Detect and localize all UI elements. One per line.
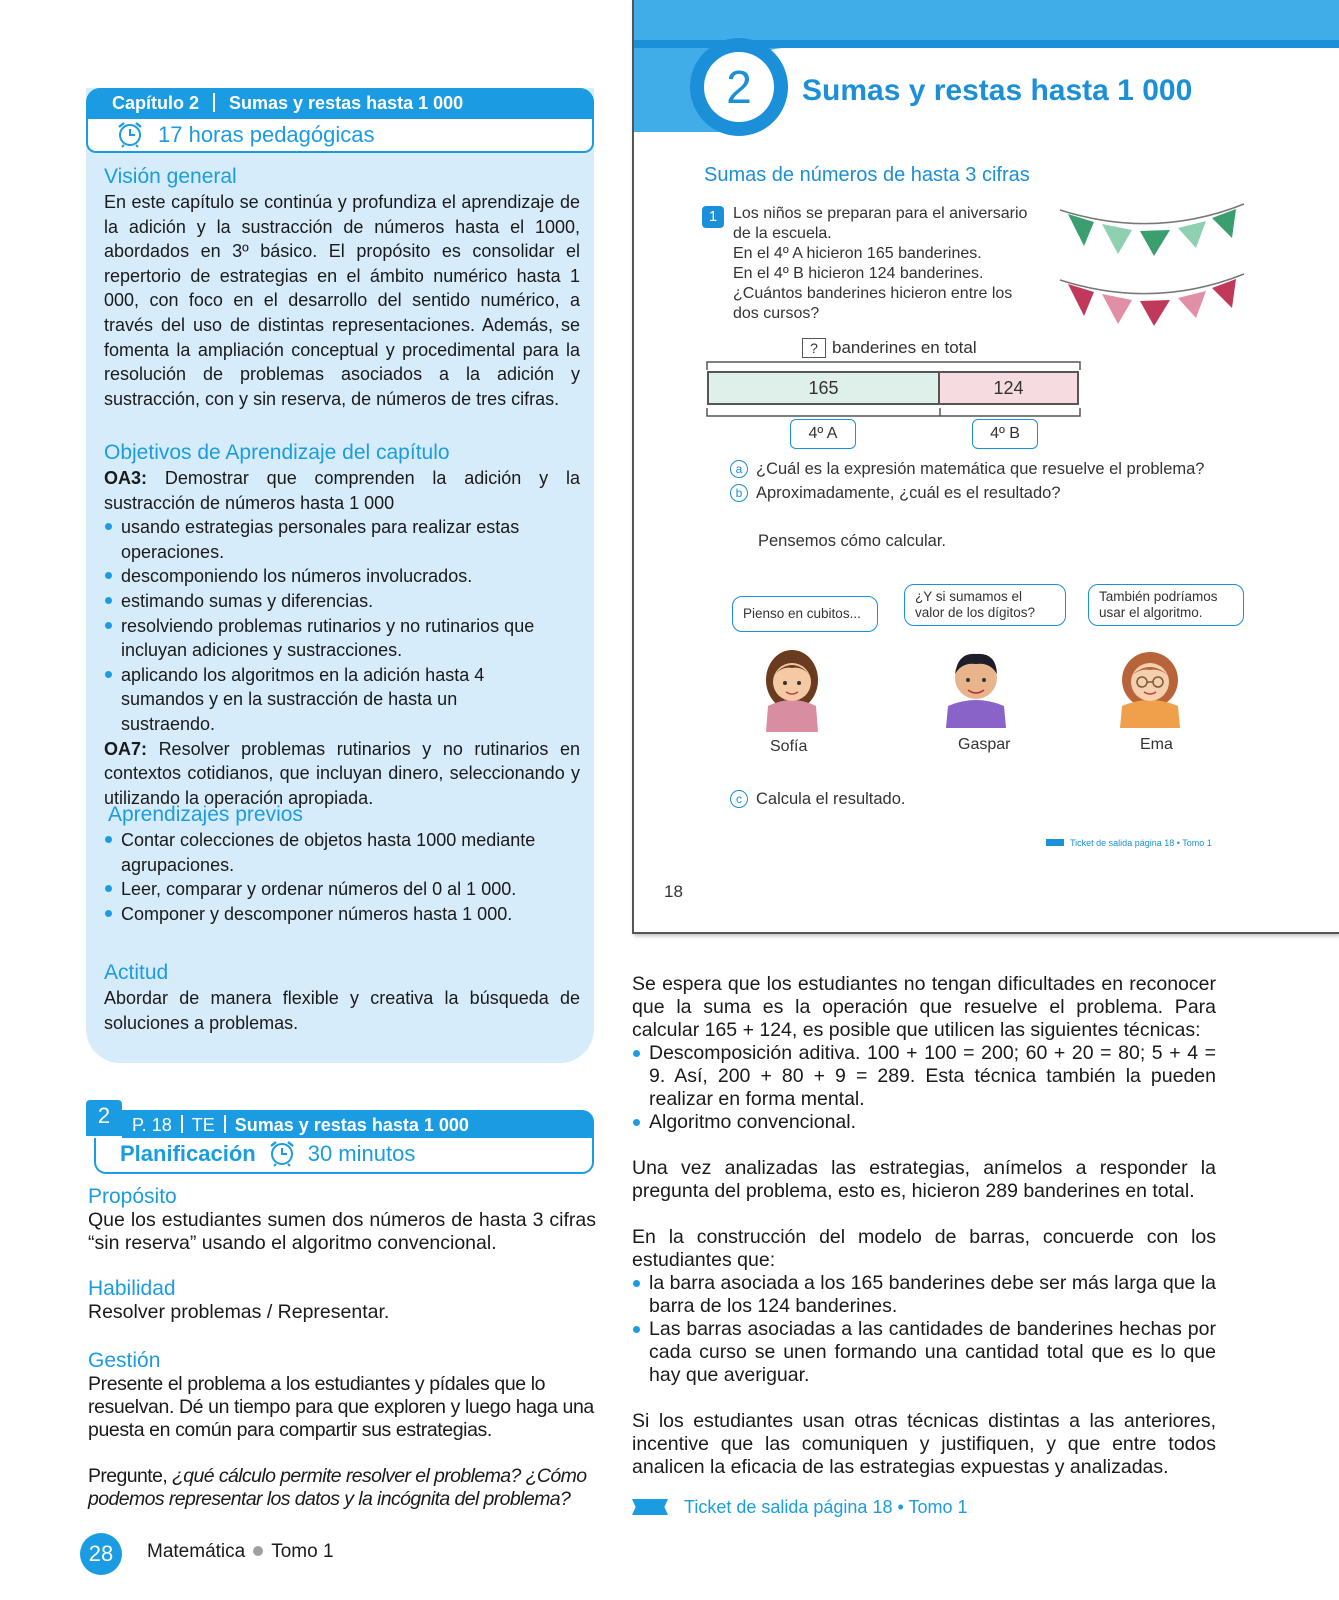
- chapter-header: [86, 88, 594, 119]
- vision-heading: Visión general: [104, 165, 237, 188]
- textbook-ticket: [1046, 838, 1212, 848]
- list-item: Leer, comparar y ordenar números del 0 al 1 000.: [104, 877, 564, 902]
- planning-type: TE: [191, 1115, 215, 1135]
- objectives-section: [104, 440, 580, 810]
- problem-line: de la escuela.: [733, 225, 832, 242]
- bar-4a: 165: [707, 371, 940, 405]
- previous-list: [104, 828, 564, 926]
- speech-bubble-ema: También podríamos usar el algoritmo.: [1088, 584, 1244, 626]
- bar-model-list: [632, 1272, 1216, 1387]
- spacer: [632, 1387, 1216, 1410]
- oa7-paragraph: [104, 737, 580, 811]
- chapter-number: 2: [704, 52, 774, 122]
- technique-list: [632, 1042, 1216, 1134]
- purpose-heading: Propósito: [88, 1185, 177, 1208]
- ask-prefix: Pregunte,: [88, 1465, 168, 1487]
- problem-line: Los niños se preparan para el aniversario: [733, 205, 1028, 222]
- spacer: [88, 1442, 596, 1465]
- oa3-list: [104, 515, 544, 736]
- management-section: [88, 1348, 596, 1511]
- ticket-text: Ticket de salida página 18 • Tomo 1: [684, 1497, 968, 1517]
- previous-learning-section: [104, 802, 580, 926]
- oa3-text: Demostrar que comprenden la adición y la sustracción de números hasta 1 000: [104, 468, 580, 513]
- header-separator: [181, 1115, 183, 1133]
- list-item: descomponiendo los números involucrados.: [104, 564, 544, 589]
- oa3-paragraph: [104, 466, 580, 515]
- oa3-code: OA3:: [104, 468, 148, 488]
- name-sofia: Sofía: [770, 738, 808, 755]
- problem-text: [733, 204, 1063, 324]
- textbook-page-number: 18: [664, 882, 683, 901]
- planning-page: P. 18: [132, 1115, 172, 1135]
- paragraph-4: Si los estudiantes usan otras técnicas distintas a las anteriores, incentive que las comuniquen y justifiquen, y que entre todos analicen la eficacia de las estrategias expuestas y analizadas.: [632, 1410, 1216, 1478]
- paragraph-2: Una vez analizadas las estrategias, anímelos a responder la pregunta del problema, esto es, hicieron 289 banderines en total.: [632, 1157, 1216, 1202]
- purpose-text: Que los estudiantes sumen dos números de hasta 3 cifras “sin reserva” usando el algoritmo convencional.: [88, 1209, 596, 1254]
- guide-text: [632, 973, 1216, 1479]
- attitude-section: [104, 960, 580, 1035]
- ticket-icon: [632, 1499, 668, 1515]
- bar-4b: 124: [938, 371, 1079, 405]
- problem-line: ¿Cuántos banderines hicieron entre los: [733, 285, 1013, 302]
- skill-section: [88, 1276, 596, 1324]
- book-name: Matemática: [147, 1541, 246, 1562]
- chapter-title: Sumas y restas hasta 1 000: [229, 93, 464, 113]
- question-letter: b: [730, 484, 748, 502]
- paragraph-1: Se espera que los estudiantes no tengan dificultades en reconocer que la suma es la operación que resuelve el problema. Para calcular 165 + 124, es posible que utilicen las siguientes técnicas:: [632, 973, 1216, 1041]
- textbook-title: Sumas y restas hasta 1 000: [802, 74, 1193, 107]
- name-gaspar: Gaspar: [958, 736, 1011, 753]
- problem-line: En el 4º A hicieron 165 banderines.: [733, 245, 982, 262]
- attitude-heading: Actitud: [104, 961, 169, 984]
- planning-header: [122, 1110, 594, 1138]
- objectives-heading: Objetivos de Aprendizaje del capítulo: [104, 441, 450, 464]
- previous-heading: Aprendizajes previos: [108, 803, 303, 826]
- list-item: Descomposición aditiva. 100 + 100 = 200; 60 + 20 = 80; 5 + 4 = 9. Así, 200 + 80 + 9 = 289. Esta técnica también la pueden realizar en forma mental.: [632, 1042, 1216, 1111]
- oa7-code: OA7:: [104, 738, 148, 759]
- total-label: [802, 338, 977, 358]
- list-item: resolviendo problemas rutinarios y no rutinarios que incluyan adiciones y sustracciones.: [104, 614, 544, 663]
- chapter-label: Capítulo 2: [112, 93, 200, 113]
- page-number: 28: [80, 1533, 122, 1575]
- footer-book: [147, 1541, 334, 1563]
- total-text: banderines en total: [832, 338, 977, 357]
- bunting-flags-image: [1054, 196, 1254, 336]
- list-item: estimando sumas y diferencias.: [104, 589, 544, 614]
- textbook-page: [632, 0, 1339, 934]
- sofia-avatar: [762, 646, 822, 732]
- ask-paragraph: [88, 1465, 596, 1511]
- planning-label: Planificación: [120, 1141, 256, 1166]
- problem-line: dos cursos?: [733, 305, 820, 322]
- header-separator: [213, 93, 215, 112]
- skill-text: Resolver problemas / Representar.: [88, 1301, 390, 1323]
- alarm-clock-icon: [116, 120, 144, 148]
- paragraph-3: En la construcción del modelo de barras, concuerde con los estudiantes que:: [632, 1226, 1216, 1271]
- question-text: ¿Cuál es la expresión matemática que resuelve el problema?: [756, 460, 1205, 478]
- oa7-text: Resolver problemas rutinarios y no rutinarios en contextos cotidianos, que incluyan dinero, seleccionando y utilizando la operación apropiada.: [104, 738, 580, 808]
- management-text: Presente el problema a los estudiantes y pídales que lo resuelvan. Dé un tiempo para que exploren y luego haga una puesta en común para compartir sus estrategias.: [88, 1373, 594, 1441]
- spacer: [632, 1134, 1216, 1157]
- question-letter: c: [730, 790, 748, 808]
- exit-ticket: [632, 1497, 967, 1518]
- attitude-text: Abordar de manera flexible y creativa la búsqueda de soluciones a problemas.: [104, 988, 580, 1033]
- chapter-hours: [86, 119, 594, 153]
- label-4a: 4º A: [790, 419, 856, 449]
- spacer: [632, 1203, 1216, 1226]
- question-letter: a: [730, 460, 748, 478]
- gaspar-avatar: [944, 644, 1008, 728]
- footer-dot: [253, 1546, 263, 1556]
- speech-bubble-gaspar: ¿Y si sumamos el valor de los dígitos?: [904, 584, 1066, 626]
- header-separator: [224, 1115, 226, 1133]
- purpose-section: [88, 1184, 596, 1255]
- hours-text: 17 horas pedagógicas: [158, 122, 375, 147]
- label-4b: 4º B: [972, 419, 1038, 449]
- question-b: [730, 484, 1061, 503]
- speech-bubble-sofia: Pienso en cubitos...: [732, 596, 878, 632]
- vision-section: [104, 164, 580, 411]
- name-ema: Ema: [1140, 736, 1173, 753]
- planning-time: 30 minutos: [307, 1141, 416, 1166]
- planning-title: Sumas y restas hasta 1 000: [234, 1115, 469, 1135]
- management-heading: Gestión: [88, 1349, 161, 1372]
- ask-question: ¿qué cálculo permite resolver el problema? ¿Cómo podemos representar los datos y la incógnita del problema?: [88, 1465, 587, 1510]
- list-item: la barra asociada a los 165 banderines debe ser más larga que la barra de los 124 banderines.: [632, 1272, 1216, 1318]
- skill-heading: Habilidad: [88, 1277, 176, 1300]
- ema-avatar: [1118, 644, 1182, 728]
- alarm-clock-icon: [268, 1139, 296, 1167]
- list-item: Componer y descomponer números hasta 1 000.: [104, 902, 564, 927]
- planning-subheader: [94, 1138, 594, 1174]
- unknown-box: ?: [802, 338, 826, 358]
- question-text: Calcula el resultado.: [756, 790, 906, 808]
- think-text: Pensemos cómo calcular.: [758, 532, 947, 550]
- list-item: usando estrategias personales para realizar estas operaciones.: [104, 515, 544, 564]
- ticket-icon: [1046, 839, 1064, 846]
- list-item: Las barras asociadas a las cantidades de banderines hechas por cada curso se unen formando una cantidad total que es lo que hay que averiguar.: [632, 1318, 1216, 1387]
- question-c: [730, 790, 906, 809]
- list-item: Algoritmo convencional.: [632, 1111, 1216, 1134]
- textbook-subtitle: Sumas de números de hasta 3 cifras: [704, 164, 1030, 186]
- list-item: Contar colecciones de objetos hasta 1000 mediante agrupaciones.: [104, 828, 564, 877]
- planning-number: 2: [86, 1100, 122, 1136]
- vision-text: En este capítulo se continúa y profundiza el aprendizaje de la adición y la sustracción de números hasta el 1000, abordados en 3º básico. El propósito es consolidar el repertorio de estrategias en el ámbito numérico hasta 1 000, con foco en el desarrollo del sentido numérico, a través del uso de distintas representaciones. Además, se fomenta la ampliación conceptual y procedimental para la resolución de problemas asociados a la adición y sustracción, con y sin reserva, de números de tres cifras.: [104, 192, 580, 409]
- question-text: Aproximadamente, ¿cuál es el resultado?: [756, 484, 1061, 502]
- list-item: aplicando los algoritmos en la adición hasta 4 sumandos y en la sustracción de hasta un sustraendo.: [104, 663, 544, 737]
- problem-number: 1: [702, 206, 724, 228]
- question-a: [730, 460, 1204, 479]
- ticket-text: Ticket de salida página 18 • Tomo 1: [1070, 838, 1212, 848]
- volume-name: Tomo 1: [271, 1541, 334, 1562]
- problem-line: En el 4º B hicieron 124 banderines.: [733, 265, 984, 282]
